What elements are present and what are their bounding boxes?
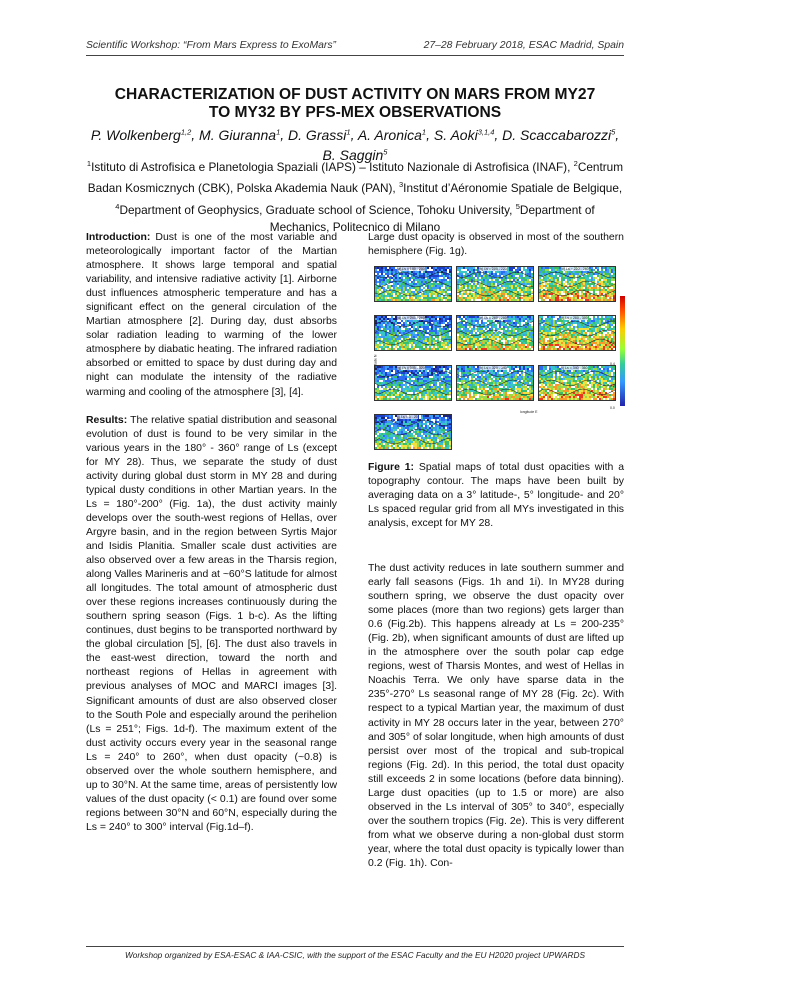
figure-ylabel: latitude N: [373, 354, 378, 370]
panel-title: (a) Ls = 180 - 200: [397, 267, 425, 271]
panel-title: (g) Ls = 300 - 320: [397, 365, 425, 370]
right-column-body: [368, 562, 624, 871]
colorbar-tick-label: 0.2: [610, 384, 615, 388]
panel-title: (d) Ls = 240 - 260: [397, 316, 425, 321]
panel-title: (h) Ls = 320 - 340: [479, 365, 507, 370]
figure-caption: [368, 461, 624, 531]
author-list: P. Wolkenberg$^{1,2}$, M. Giuranna$^1$, D. Grassi$^1$, A. Aronica$^1$, S. Aoki$^{3,1,4}$, D. Scaccabarozzi$^5$, B. Saggin$^5$: [90, 126, 620, 164]
colorbar: [620, 296, 625, 406]
map-panel: [374, 414, 452, 450]
results-paragraph: [86, 414, 337, 835]
affiliation: Department of Mechanics, Politecnico di Milano: [269, 202, 595, 235]
right-top-paragraph: Large dust opacity is observed in most of the southern hemisphere (Fig. 1g).: [368, 232, 624, 258]
affiliation: Institut d’Aéronomie Spatiale de Belgique,: [403, 181, 623, 196]
figure-1-maps: [370, 260, 625, 460]
left-column: [86, 231, 337, 835]
author: D. Grassi$^1$: [288, 126, 351, 143]
header-workshop-title: Scientific Workshop: “From Mars Express to ExoMars”: [86, 40, 337, 51]
map-panel: [374, 315, 452, 351]
map-panel: [456, 266, 534, 302]
panel-title: (c) Ls = 220 - 240: [561, 267, 589, 271]
caption-label: Figure 1:: [368, 462, 415, 473]
introduction-paragraph: [86, 231, 337, 400]
panel-title: (f) Ls = 280 - 300: [561, 316, 588, 321]
section-heading-introduction: Introduction:: [86, 232, 151, 243]
colorbar-tick-label: 0.8: [610, 318, 615, 322]
page-footer: Workshop organized by ESA-ESAC & IAA-CSIC, with the support of the ESAC Faculty and the EU H2020 project UPWARDS: [86, 946, 624, 960]
map-panel: [538, 365, 616, 401]
affiliation: Department of Geophysics, Graduate school of Science, Tohoku University,: [119, 202, 513, 217]
figure-xlabel: longitude E: [520, 410, 538, 414]
author: B. Saggin$^5$: [322, 147, 388, 164]
running-header: [86, 40, 624, 56]
panel-title: (i) Ls = 340 - 360: [561, 365, 588, 370]
author: P. Wolkenberg$^{1,2}$: [90, 126, 192, 143]
header-date-location: 27–28 February 2018, ESAC Madrid, Spain: [423, 40, 624, 51]
panel-title: (e) Ls = 260 - 280: [479, 316, 507, 321]
title-line-2: TO MY32 BY PFS-MEX OBSERVATIONS: [208, 104, 502, 121]
section-heading-results: Results:: [86, 414, 128, 426]
map-panel: [374, 266, 452, 302]
affiliation: Istituto di Astrofisica e Planetologia Spaziali (IAPS) – Istituto Nazionale di Astrofisica (INAF),: [91, 159, 571, 174]
author: A. Aronica$^1$: [357, 126, 427, 143]
right-bottom-paragraph: The dust activity reduces in late southern summer and early fall seasons (Figs. 1h and 1i). In MY28 during southern spring, we observe the dust opacity over some places (more than two regions) gets larger than 0.6 (Fig.2b). This happens already at Ls = 200-235° (Fig. 2b), when significant amounts of dust are lifted up in the atmosphere over the south polar cap edge regions, west of Tharsis Montes, and west of Hellas in Noachis Terra. We only have sparse data in the 235°-270° Ls seasonal range of MY 28 (Fig. 2c). With respect to a typical Martian year, the maximum of dust activity in MY 28 occurs later in the year, between 270° and 305° of solar longitude, when high amounts of dust persist over most of the tropical and sub-tropical regions (Fig. 2d). In this period, the total dust opacity still exceeds 2 in some locations (before data binning). Large dust opacities (up to 1.5 or more) are also observed in the Ls interval of 305° to 340°, especially over the southern tropics (Fig. 2e). This is very different from what we observe during a non-global dust storm year, where the total dust opacity is typically lower than 0.2 (Fig. 1h). Con-: [368, 563, 624, 869]
author: M. Giuranna$^1$: [199, 126, 281, 143]
author: S. Aoki$^{3,1,4}$: [433, 126, 495, 143]
colorbar-tick-label: 1.0: [610, 296, 615, 300]
title-line-1: CHARACTERIZATION OF DUST ACTIVITY ON MARS FROM MY27: [114, 86, 596, 103]
panel-title: (b) Ls = 200 - 220: [479, 267, 507, 271]
colorbar-tick-label: 0.0: [610, 406, 615, 410]
map-panel: [374, 365, 452, 401]
right-column-intro: [368, 231, 624, 259]
map-panel: [538, 266, 616, 302]
caption-text: Spatial maps of total dust opacities with a topography contour. The maps have been built by averaging data on a 3° latitude-, 5° longitude- and 20° Ls spaced regular grid from all MYs investigated in this analysis, except for MY 28.: [368, 462, 624, 530]
affiliation-list: $^1$Istituto di Astrofisica e Planetologia Spaziali (IAPS) – Istituto Nazionale di Astrofisica (INAF), $^2$Centrum Badan Kosmicznych (CBK), Polska Akademia Nauk (PAN), $^3$Institut d’Aéronomie Spatiale de Belgique, $^4$Department of Geophysics, Graduate school of Science, Tohoku University, $^5$Department of Mechanics, Politecnico di Milano: [86, 159, 624, 235]
map-panel: [456, 365, 534, 401]
colorbar-tick-label: 0.4: [610, 362, 615, 366]
paper-title: [86, 86, 624, 122]
panel-title: (j) Ls = 0 - 20: [397, 415, 418, 420]
results-text: The relative spatial distribution and seasonal evolution of dust is found to be very similar in the various years in the 180° - 360° range of Ls (except for MY 28). Thus, we separate the study of dust activity during global dust storm in MY 28 and during typical dusty conditions in other Martian years. In the Ls = 180°-200° (Fig. 1a), the dust activity mainly develops over the south-west regions of Hellas, over Argyre basin, and in the region between Syrtis Major and Isidis Planitia. Smaller scale dust activities are also observed over a few areas in the Tharsis region, along Valles Marineris and at ~60°S latitude for almost all longitudes. The total amount of atmospheric dust over these regions increases continuously during the southern spring season (Figs. 1 b-c). As the lifting continues, dust begins to be transported northward by the global circulation [5], [6]. The dust also travels in the east-west direction, toward the north and northeast regions of Hellas in agreement with previous analyses of MOC and MARCI images [3]. Significant amounts of dust are also observed closer to the South Pole and especially around the perihelion (Ls = 251°; Figs. 1d-f). The maximum extent of the dust activity occurs every year in the seasonal range Ls = 240° to 260°, when dust opacity (~0.8) is observed over the whole southern hemisphere, and up to 30°N. At the same time, areas of persistently low values of the dust opacity (< 0.1) are found over some regions between 30°N and 60°N, especially during the Ls = 240° to 300° interval (Fig.1d–f).: [86, 414, 337, 833]
introduction-text: Dust is one of the most variable and meteorologically important factor of the Martian atmosphere. It shows large temporal and spatial variability, and intensive radiative activity [1]. Airborne dust influences atmospheric temperature and has a significant effect on the general circulation of the Martian atmosphere [2]. During day, dust absorbs solar radiation leading to warming of the lower atmosphere by diabatic heating. The infrared radiation absorbed or emitted to space by dust during day and night can modulate the intensity of the radiative warming and cooling of the atmosphere [3], [4].: [86, 232, 337, 398]
map-panel: [538, 315, 616, 351]
author: D. Scaccabarozzi$^5$: [502, 126, 616, 143]
colorbar-tick-label: 0.6: [610, 340, 615, 344]
affiliation: Centrum Badan Kosmicznych (CBK), Polska Akademia Nauk (PAN),: [87, 159, 624, 196]
map-panel: [456, 315, 534, 351]
